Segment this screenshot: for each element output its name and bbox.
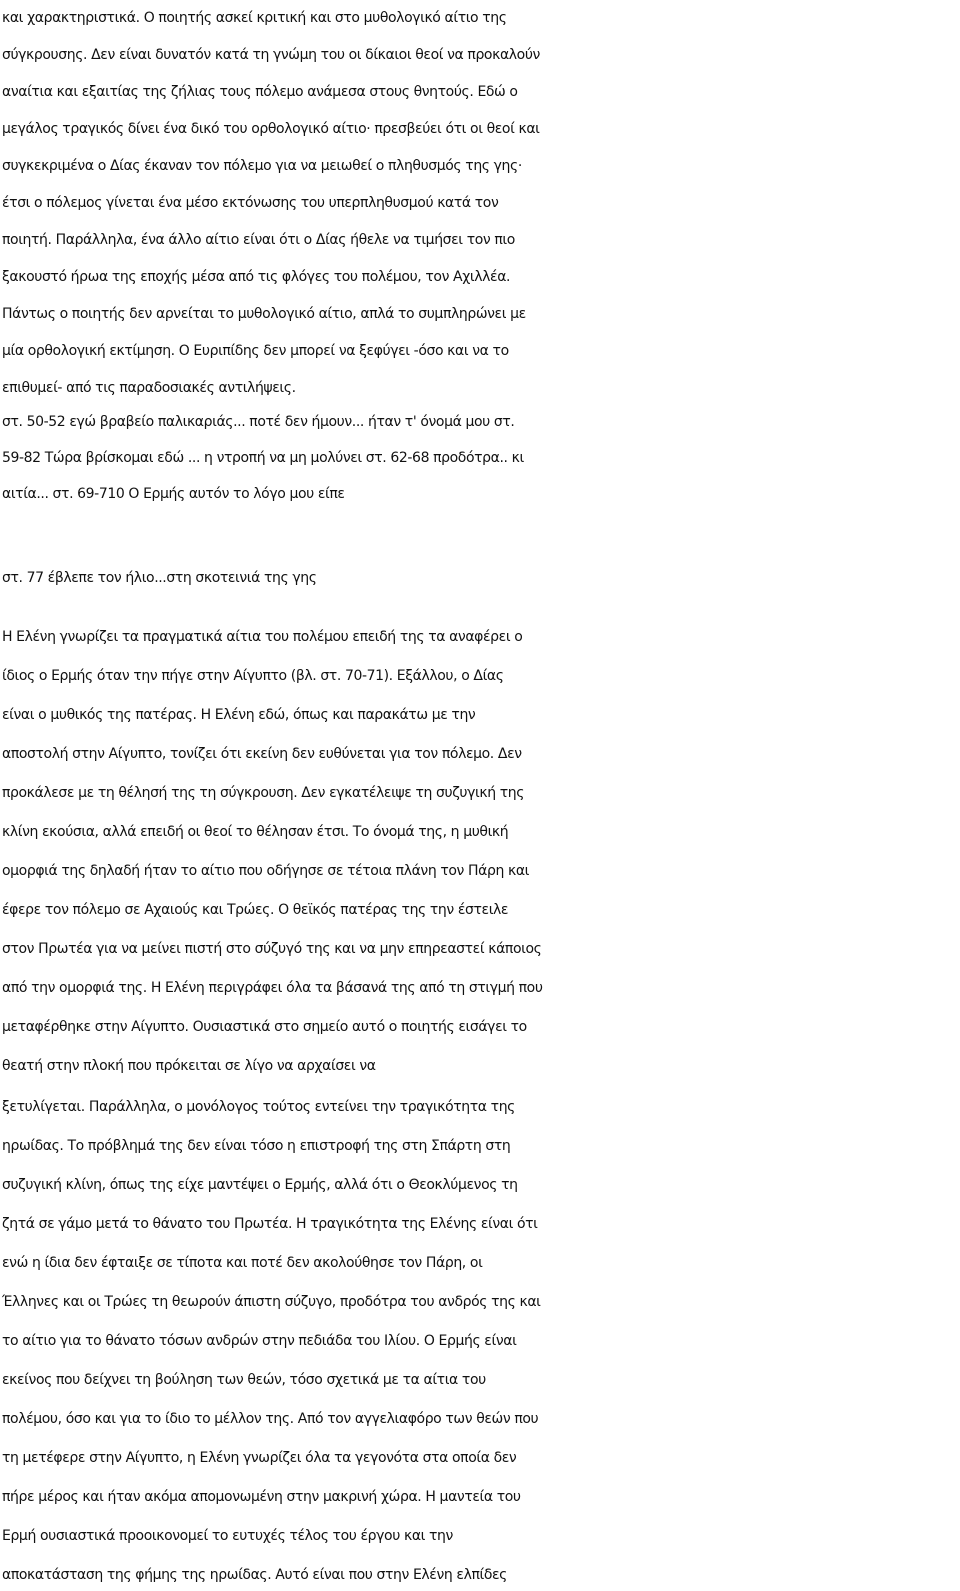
text-line: ξακουστό ήρωα της εποχής μέσα από τις φλόγες του πολέμου, τον Αχιλλέα. bbox=[2, 269, 511, 285]
text-line: από την ομορφιά της. Η Ελένη περιγράφει όλα τα βάσανά της από τη στιγμή που bbox=[2, 980, 543, 996]
text-line: μεταφέρθηκε στην Αίγυπτο. Ουσιαστικά στο σημείο αυτό ο ποιητής εισάγει το bbox=[2, 1019, 527, 1035]
text-line: έφερε τον πόλεμο σε Αχαιούς και Τρώες. Ο θεϊκός πατέρας της την έστειλε bbox=[2, 902, 509, 918]
paragraph-critique-of-myth bbox=[2, 0, 958, 407]
text-line: μεγάλος τραγικός δίνει ένα δικό του ορθολογικό αίτιο· πρεσβεύει ότι οι θεοί και bbox=[2, 121, 540, 137]
text-line: πήρε μέρος και ήταν ακόμα απομονωμένη στην μακρινή χώρα. Η μαντεία του bbox=[2, 1489, 521, 1505]
text-line: ποιητή. Παράλληλα, ένα άλλο αίτιο είναι ότι ο Δίας ήθελε να τιμήσει τον πιο bbox=[2, 232, 515, 248]
text-line: ενώ η ίδια δεν έφταιξε σε τίποτα και ποτέ δεν ακολούθησε τον Πάρη, οι bbox=[2, 1255, 483, 1271]
text-line: Η Ελένη γνωρίζει τα πραγματικά αίτια του πολέμου επειδή της τα αναφέρει ο bbox=[2, 629, 523, 645]
text-line: συζυγική κλίνη, όπως της είχε μαντέψει ο Ερμής, αλλά ότι ο Θεοκλύμενος τη bbox=[2, 1177, 518, 1193]
paragraph-verse-references bbox=[2, 404, 958, 512]
text-line: προκάλεσε με τη θέλησή της τη σύγκρουση. Δεν εγκατέλειψε τη συζυγική της bbox=[2, 785, 525, 801]
text-line: το αίτιο για το θάνατο τόσων ανδρών στην πεδιάδα του Ιλίου. Ο Ερμής είναι bbox=[2, 1333, 517, 1349]
text-line: αποκατάσταση της φήμης της ηρωίδας. Αυτό είναι που στην Ελένη ελπίδες bbox=[2, 1567, 507, 1583]
text-line: ομορφιά της δηλαδή ήταν το αίτιο που οδήγησε σε τέτοια πλάνη τον Πάρη και bbox=[2, 863, 530, 879]
text-line: στ. 50-52 εγώ βραβείο παλικαριάς... ποτέ δεν ήμουν... ήταν τ' όνομά μου στ. bbox=[2, 414, 515, 430]
text-line: κλίνη εκούσια, αλλά επειδή οι θεοί το θέλησαν έτσι. Το όνομά της, η μυθική bbox=[2, 824, 509, 840]
text-line: αναίτια και εξαιτίας της ζήλιας τους πόλεμο ανάμεσα στους θνητούς. Εδώ ο bbox=[2, 84, 518, 100]
text-line: αιτία... στ. 69-710 Ο Ερμής αυτόν το λόγο μου είπε bbox=[2, 486, 345, 502]
text-line: εκείνος που δείχνει τη βούληση των θεών, τόσο σχετικά με τα αίτια του bbox=[2, 1372, 486, 1388]
text-line: ξετυλίγεται. Παράλληλα, ο μονόλογος τούτος εντείνει την τραγικότητα της bbox=[2, 1099, 515, 1115]
text-line: στ. 77 έβλεπε τον ήλιο...στη σκοτεινιά της γης bbox=[2, 570, 317, 586]
text-line: στον Πρωτέα για να μείνει πιστή στο σύζυγό της και να μην επηρεαστεί κάποιος bbox=[2, 941, 542, 957]
text-line: Έλληνες και οι Τρώες τη θεωρούν άπιστη σύζυγο, προδότρα του ανδρός της και bbox=[2, 1294, 541, 1310]
text-line: Πάντως ο ποιητής δεν αρνείται το μυθολογικό αίτιο, απλά το συμπληρώνει με bbox=[2, 306, 526, 322]
paragraph-verse-77 bbox=[2, 560, 958, 596]
text-line: ίδιος ο Ερμής όταν την πήγε στην Αίγυπτο (βλ. στ. 70-71). Εξάλλου, ο Δίας bbox=[2, 668, 504, 684]
text-line: Ερμή ουσιαστικά προοικονομεί το ευτυχές τέλος του έργου και την bbox=[2, 1528, 453, 1544]
text-line: πολέμου, όσο και για το ίδιο το μέλλον της. Από τον αγγελιαφόρο των θεών που bbox=[2, 1411, 539, 1427]
paragraph-helen-causes bbox=[2, 618, 958, 1086]
text-line: είναι ο μυθικός της πατέρας. Η Ελένη εδώ, όπως και παρακάτω με την bbox=[2, 707, 476, 723]
text-line: ηρωίδας. Το πρόβλημά της δεν είναι τόσο η επιστροφή της στη Σπάρτη στη bbox=[2, 1138, 511, 1154]
text-line: συγκεκριμένα ο Δίας έκαναν τον πόλεμο για να μειωθεί ο πληθυσμός της γης· bbox=[2, 158, 522, 174]
text-line: μία ορθολογική εκτίμηση. Ο Ευριπίδης δεν μπορεί να ξεφύγει -όσο και να το bbox=[2, 343, 509, 359]
text-line: έτσι ο πόλεμος γίνεται ένα μέσο εκτόνωσης του υπερπληθυσμού κατά τον bbox=[2, 195, 499, 211]
text-line: τη μετέφερε στην Αίγυπτο, η Ελένη γνωρίζει όλα τα γεγονότα στα οποία δεν bbox=[2, 1450, 517, 1466]
paragraph-helen-tragedy bbox=[2, 1088, 958, 1591]
text-line: 59-82 Τώρα βρίσκομαι εδώ ... η ντροπή να μη μολύνει στ. 62-68 προδότρα.. κι bbox=[2, 450, 524, 466]
text-line: σύγκρουσης. Δεν είναι δυνατόν κατά τη γνώμη του οι δίκαιοι θεοί να προκαλούν bbox=[2, 47, 540, 63]
text-line: θεατή στην πλοκή που πρόκειται σε λίγο να αρχαίσει να bbox=[2, 1058, 376, 1074]
text-line: επιθυμεί- από τις παραδοσιακές αντιλήψεις. bbox=[2, 380, 296, 396]
text-line: και χαρακτηριστικά. Ο ποιητής ασκεί κριτική και στο μυθολογικό αίτιο της bbox=[2, 10, 507, 26]
text-line: αποστολή στην Αίγυπτο, τονίζει ότι εκείνη δεν ευθύνεται για τον πόλεμο. Δεν bbox=[2, 746, 522, 762]
text-line: ζητά σε γάμο μετά το θάνατο του Πρωτέα. Η τραγικότητα της Ελένης είναι ότι bbox=[2, 1216, 538, 1232]
